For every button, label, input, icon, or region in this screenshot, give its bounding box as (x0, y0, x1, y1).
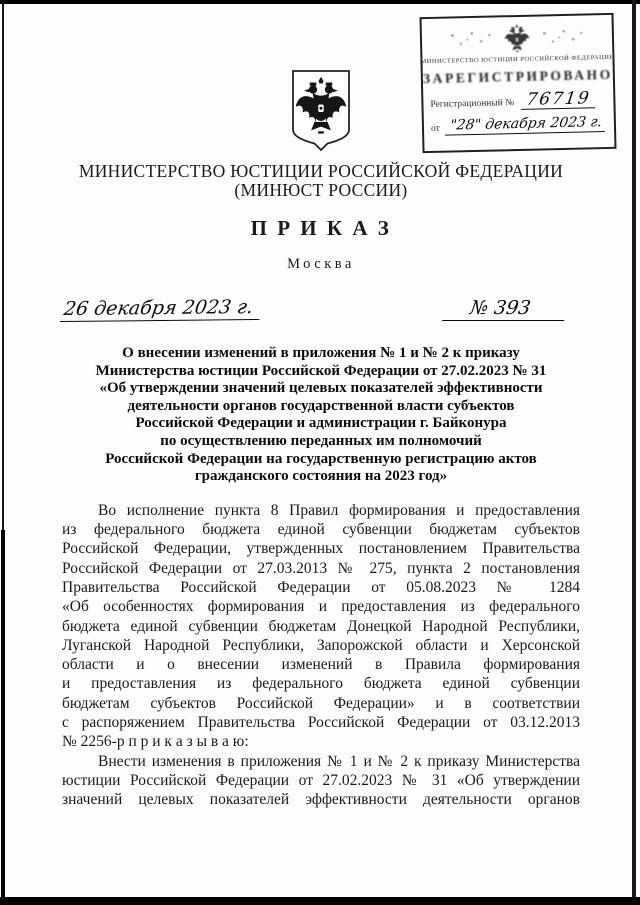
ministry-title: МИНИСТЕРСТВО ЮСТИЦИИ РОССИЙСКОЙ ФЕДЕРАЦИИ (78, 161, 564, 181)
scan-edge-left-thick (1, 530, 5, 905)
heading-line: Министерства юстиции Российской Федерации от 27.02.2023 № 31 (95, 362, 547, 379)
body-line: и предоставления из федерального бюджета единой субвенции (62, 675, 580, 693)
heading-line: О внесении изменений в приложения № 1 и № 2 к приказу (122, 345, 520, 361)
body-line: Российской Федерации, утвержденных постановлением Правительства (62, 540, 580, 558)
document-type-title: П Р И К А З (250, 216, 392, 240)
scan-edge-right (632, 0, 636, 897)
body-line: бюджетам субъектов Российской Федерации» и в соответствии (62, 694, 580, 712)
heading-line: по осуществлению переданных им полномочий (160, 432, 482, 449)
body-line: из федерального бюджета единой субвенции бюджетам субъектов (62, 521, 580, 539)
stamp-date-value: "28" декабря 2023 г. (445, 115, 607, 135)
body-line: Российской Федерации от 27.03.2013 № 275, пункта 2 постановления (62, 559, 580, 577)
document-content (62, 0, 580, 810)
heading-line: гражданского состояния на 2023 год» (194, 468, 448, 485)
scan-edge-bottom (0, 897, 640, 905)
stamp-registered-label: ЗАРЕГИСТРИРОВАНО (422, 66, 613, 87)
stamp-date-prefix: от (430, 123, 440, 134)
body-line: области и о внесении изменений в Правила формирования (62, 656, 580, 674)
handwritten-number: № 393 (442, 297, 568, 321)
ministry-title-block (62, 162, 580, 200)
coat-of-arms-icon (289, 68, 353, 154)
heading-line: «Об утверждении значений целевых показателей эффективности (99, 380, 543, 397)
heading-line: Российской Федерации и администрации г. Байконура (135, 415, 507, 432)
body-line: юстиции Российской Федерации от 27.02.2023 № 31 «Об утверждении (62, 771, 580, 789)
body-line: Правительства Российской Федерации от 05.08.2023 № 1284 (62, 578, 580, 596)
body-line: значений целевых показателей эффективности деятельности органов (62, 791, 580, 809)
heading-line: Российской Федерации на государственную регистрацию актов (105, 450, 537, 467)
body-line: бюджета единой субвенции бюджетам Донецкой Народной Республики, (62, 617, 580, 635)
body-line: № 2256-р п р и к а з ы в а ю: (62, 733, 249, 751)
order-body-text (62, 501, 580, 810)
date-number-row (62, 297, 580, 321)
body-line: Луганской Народной Республики, Запорожской области и Херсонской (62, 636, 580, 654)
order-subject-heading (62, 345, 580, 486)
stamp-ministry-line: МИНИСТЕРСТВО ЮСТИЦИИ РОССИЙСКОЙ ФЕДЕРАЦИИ (420, 53, 615, 66)
body-line: Внести изменения в приложения № 1 и № 2 к приказу Министерства (98, 752, 580, 770)
ministry-short-name: (МИНЮСТ РОССИИ) (234, 180, 408, 200)
handwritten-date: 26 декабря 2023 г. (60, 296, 262, 322)
stamp-regnum-label: Регистрационный № (430, 98, 515, 110)
heading-line: деятельности органов государственной власти субъектов (127, 397, 515, 414)
body-line: с распоряжением Правительства Российской Федерации от 03.12.2013 (62, 714, 580, 732)
city-label: Москва (287, 256, 355, 272)
stamp-regnum-value: 76719 (521, 90, 598, 110)
body-line: «Об особенностях формирования и предоставления из федерального (62, 598, 580, 616)
body-line: Во исполнение пункта 8 Правил формирования и предоставления (98, 501, 580, 519)
